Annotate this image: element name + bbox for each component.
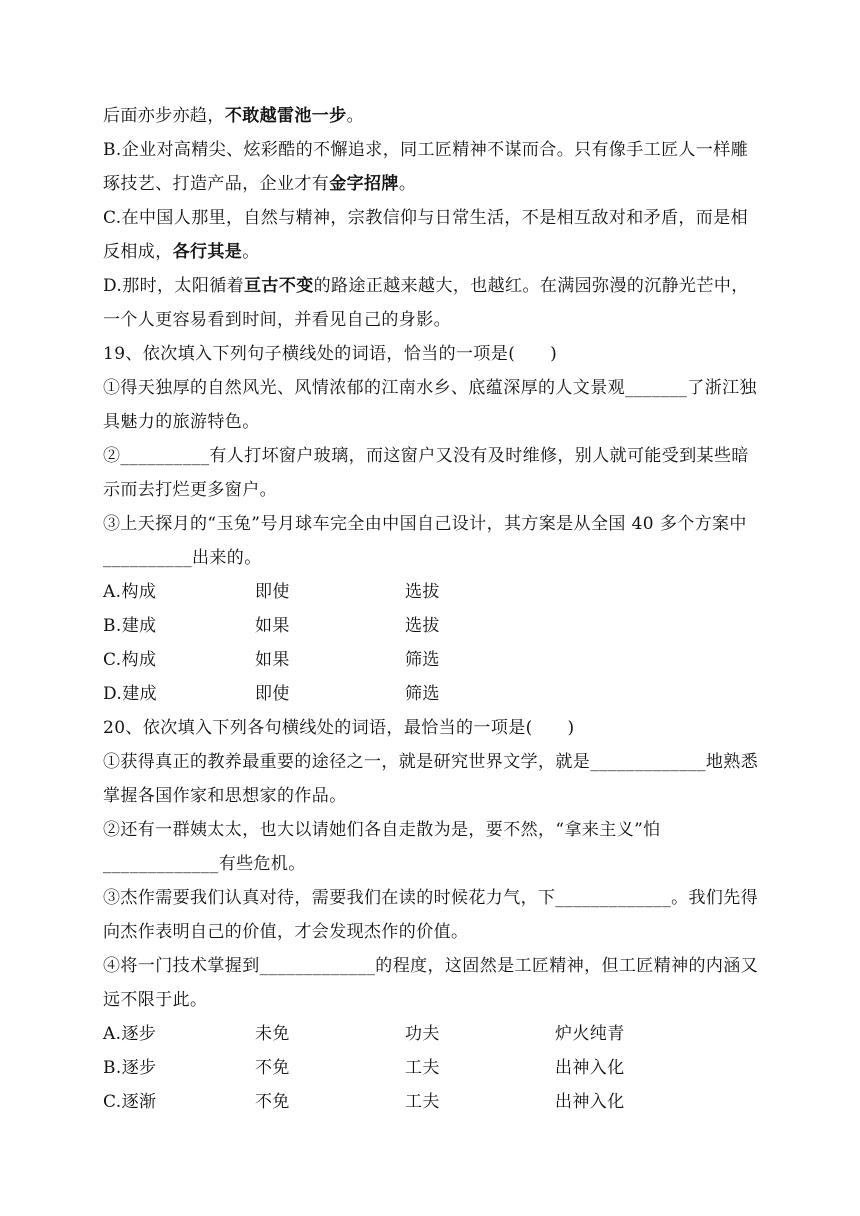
option-cell: A.逐步 bbox=[103, 1024, 157, 1044]
option-c-line2 bbox=[103, 241, 260, 263]
option-cell: A.构成 bbox=[103, 582, 157, 602]
q20-sentence-2b: _____________有些危机。 bbox=[103, 854, 306, 874]
text: 后面亦步亦趋， bbox=[103, 106, 225, 126]
option-a-tail bbox=[103, 105, 364, 127]
option-cell: 未免 bbox=[255, 1024, 290, 1044]
option-cell: 选拔 bbox=[405, 616, 440, 636]
bold-phrase: 亘古不变 bbox=[244, 276, 314, 296]
q19-sentence-2a: ②__________有人打坏窗户玻璃，而这窗户又没有及时维修，别人就可能受到某些暗 bbox=[103, 446, 749, 466]
q20-sentence-4b: 远不限于此。 bbox=[103, 990, 208, 1010]
text: 的路途正越来越大，也越红。在满园弥漫的沉静光芒中， bbox=[313, 276, 749, 296]
question-19-title: 19、依次填入下列句子横线处的词语，恰当的一项是( ) bbox=[103, 344, 558, 364]
bold-phrase: 金字招牌 bbox=[329, 174, 399, 194]
option-cell: C.构成 bbox=[103, 650, 157, 670]
option-d-line1 bbox=[103, 275, 749, 297]
option-cell: 不免 bbox=[255, 1092, 290, 1112]
option-cell: 如果 bbox=[255, 650, 290, 670]
q20-sentence-2a: ②还有一群姨太太，也大以请她们各自走散为是，要不然，“拿来主义”怕 bbox=[103, 820, 661, 840]
q20-sentence-4a: ④将一门技术掌握到_____________的程度，这固然是工匠精神，但工匠精神的内涵又 bbox=[103, 956, 759, 976]
option-cell: 筛选 bbox=[405, 684, 440, 704]
text: 。 bbox=[398, 174, 417, 194]
option-cell: 不免 bbox=[255, 1058, 290, 1078]
q19-sentence-2b: 示而去打烂更多窗户。 bbox=[103, 480, 277, 500]
option-cell: 出神入化 bbox=[555, 1092, 625, 1112]
option-cell: 功夫 bbox=[405, 1024, 440, 1044]
q19-sentence-3a: ③上天探月的“玉兔”号月球车完全由中国自己设计，其方案是从全国 40 多个方案中 bbox=[103, 514, 747, 534]
option-b-line2 bbox=[103, 173, 416, 195]
q19-sentence-1a: ①得天独厚的自然风光、风情浓郁的江南水乡、底蕴深厚的人文景观_______了浙江独 bbox=[103, 378, 757, 398]
option-cell: 选拔 bbox=[405, 582, 440, 602]
q20-sentence-1a: ①获得真正的教养最重要的途径之一，就是研究世界文学，就是_____________地熟悉 bbox=[103, 752, 759, 772]
option-cell: C.逐渐 bbox=[103, 1092, 157, 1112]
q19-sentence-3b: __________出来的。 bbox=[103, 548, 262, 568]
text: 。 bbox=[346, 106, 365, 126]
option-cell: D.建成 bbox=[103, 684, 158, 704]
option-d-line2: 一个人更容易看到时间，并看见自己的身影。 bbox=[103, 310, 451, 330]
q19-sentence-1b: 具魅力的旅游特色。 bbox=[103, 412, 260, 432]
option-cell: 即使 bbox=[255, 582, 290, 602]
option-cell: B.逐步 bbox=[103, 1058, 157, 1078]
option-c-line1: C.在中国人那里，自然与精神，宗教信仰与日常生活，不是相互敌对和矛盾，而是相 bbox=[103, 208, 749, 228]
option-cell: 工夫 bbox=[405, 1058, 440, 1078]
q20-sentence-1b: 掌握各国作家和思想家的作品。 bbox=[103, 786, 347, 806]
bold-phrase: 不敢越雷池一步 bbox=[224, 106, 347, 126]
text: 。 bbox=[242, 242, 260, 262]
question-20-title: 20、依次填入下列各句横线处的词语，最恰当的一项是( ) bbox=[103, 718, 575, 738]
text: D.那时，太阳循着 bbox=[103, 276, 245, 296]
q20-sentence-3b: 向杰作表明自己的价值，才会发现杰作的价值。 bbox=[103, 922, 469, 942]
bold-phrase: 各行其是 bbox=[172, 242, 243, 262]
text: 反相成， bbox=[103, 242, 173, 262]
text: 琢技艺、打造产品，企业才有 bbox=[103, 174, 330, 194]
q20-sentence-3a: ③杰作需要我们认真对待，需要我们在读的时候花力气，下_____________。我们先得 bbox=[103, 888, 759, 908]
option-cell: 出神入化 bbox=[555, 1058, 625, 1078]
option-cell: 如果 bbox=[255, 616, 290, 636]
option-cell: 筛选 bbox=[405, 650, 440, 670]
option-cell: B.建成 bbox=[103, 616, 157, 636]
option-cell: 炉火纯青 bbox=[555, 1024, 625, 1044]
option-cell: 工夫 bbox=[405, 1092, 440, 1112]
option-cell: 即使 bbox=[255, 684, 290, 704]
option-b-line1: B.企业对高精尖、炫彩酷的不懈追求，同工匠精神不谋而合。只有像手工匠人一样雕 bbox=[103, 140, 749, 160]
